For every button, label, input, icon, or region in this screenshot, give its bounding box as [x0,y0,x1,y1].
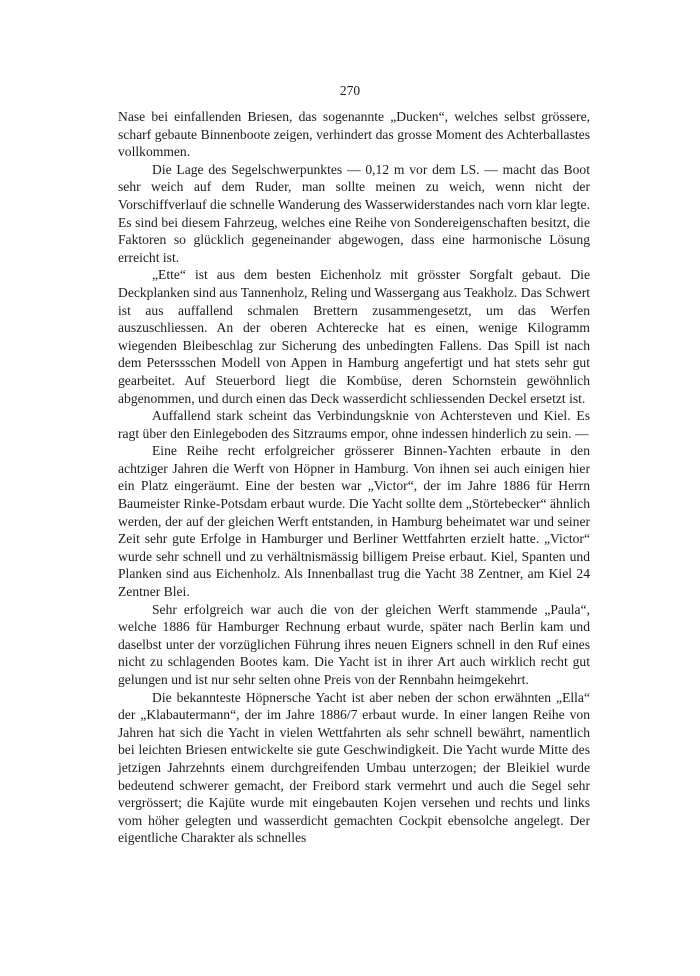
paragraph-5: Eine Reihe recht erfolgreicher grösserer Binnen-Yachten erbaute in den achtziger Jahren die Werft von Höpner in Hamburg. Von ihnen sei auch einigen hier ein Platz eingeräumt. Eine der besten war „Victor“, der im Jahre 1886 für Herrn Baumeister Rinke-Potsdam erbaut wurde. Die Yacht sollte dem „Störtebecker“ ähnlich werden, der auf der gleichen Werft entstanden, in Hamburg beheimatet war und seiner Zeit sehr gute Erfolge in Hamburger und Berliner Wettfahrten erzielt hatte. „Victor“ wurde sehr schnell und zu verhältnismässig billigem Preise erbaut. Kiel, Spanten und Planken sind aus Eichenholz. Als Innenballast trug die Yacht 38 Zentner, am Kiel 24 Zentner Blei. [118,443,590,600]
page-number: 270 [339,83,361,98]
paragraph-4: Auffallend stark scheint das Verbindungsknie von Achtersteven und Kiel. Es ragt über den Einlegeboden des Sitzraums empor, ohne indessen hinderlich zu sein. — [118,408,590,441]
paragraph-1: Nase bei einfallenden Briesen, das sogenannte „Ducken“, welches selbst grössere, scharf gebaute Binnenboote zeigen, verhindert das grosse Moment des Achterballastes vollkommen. [118,109,590,160]
paragraph-2: Die Lage des Segelschwerpunktes — 0,12 m vor dem LS. — macht das Boot sehr weich auf dem Ruder, man sollte meinen zu weich, wenn nicht der Vorschiffverlauf die schnelle Wanderung des Wasserwiderstandes nach vorn klar legte. Es sind bei diesem Fahrzeug, welches eine Reihe von Sondereigenschaften besitzt, die Faktoren so glücklich gegeneinander abgewogen, dass eine harmonische Lösung erreicht ist. [118,161,590,265]
body-text [118,108,590,847]
paragraph-7: Die bekannteste Höpnersche Yacht ist aber neben der schon erwähnten „Ella“ der „Klabautermann“, der im Jahre 1886/7 erbaut wurde. In einer langen Reihe von Jahren hat sich die Yacht in vielen Wettfahrten als sehr schnell bewährt, namentlich bei leichten Briesen entwickelte sie gute Geschwindigkeit. Die Yacht wurde Mitte des jetzigen Jahrzehnts einem durchgreifenden Umbau unterzogen; der Bleikiel wurde bedeutend schwerer gemacht, der Freibord stark vermehrt und auch die Segel sehr vergrössert; die Kajüte wurde mit eingebauten Kojen versehen und rechts und links vom höher gelegten und wasserdicht gemachten Cockpit ebensolche angelegt. Der eigentliche Charakter als schnelles [118,689,590,846]
paragraph-6: Sehr erfolgreich war auch die von der gleichen Werft stammende „Paula“, welche 1886 für Hamburger Rechnung erbaut wurde, später nach Berlin kam und daselbst unter der vorzüglichen Führung ihres neuen Eigners schnell in den Ruf eines nicht zu schlagenden Bootes kam. Die Yacht ist in ihrer Art auch wirklich recht gut gelungen und ist nur sehr selten ohne Preis von der Rennbahn heimgekehrt. [118,601,590,687]
paragraph-3: „Ette“ ist aus dem besten Eichenholz mit grösster Sorgfalt gebaut. Die Deckplanken sind aus Tannenholz, Reling und Wassergang aus Teakholz. Das Schwert ist aus auffallend schmalen Brettern zusammengesetzt, um das Werfen auszuschliessen. An der oberen Achterecke hat es einen, wenige Kilogramm wiegenden Bleibeschlag zur Sicherung des unbedingten Fallens. Das Spill ist nach dem Peterssschen Modell von Appen in Hamburg angefertigt und hat stets sehr gut gearbeitet. Auf Steuerbord liegt die Kombüse, deren Schornstein gewöhnlich abgenommen, und durch einen das Deck wasserdicht schliessenden Deckel ersetzt ist. [118,267,590,406]
